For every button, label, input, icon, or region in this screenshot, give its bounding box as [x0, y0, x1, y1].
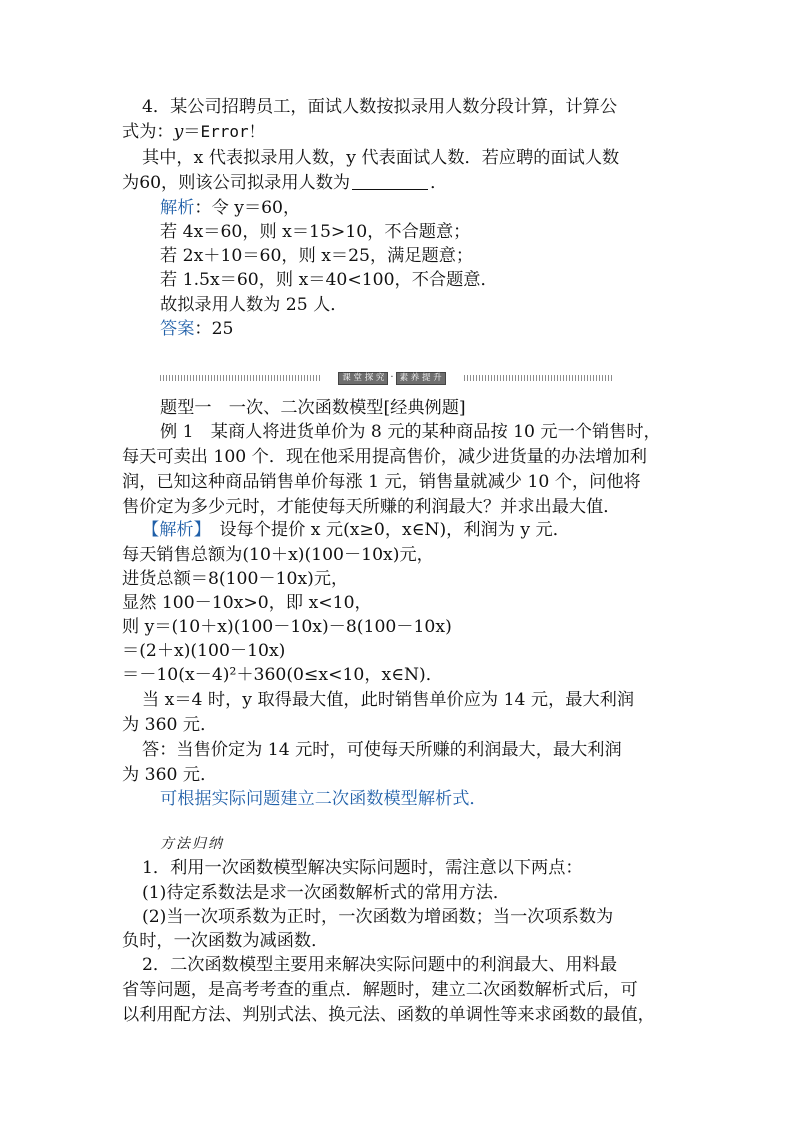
- analysis-label: 解析: [160, 198, 195, 218]
- example-line2: 每天可卖出 100 个．现在他采用提高售价，减少进货量的办法增加利: [122, 447, 647, 467]
- method-p2-line2: 省等问题，是高考考查的重点．解题时，建立二次函数解析式后，可: [122, 980, 638, 1000]
- solution-first: 设每个提价 x 元(x≥0，x∈N)，利润为 y 元．: [202, 520, 570, 540]
- case2: 若 2x＋10＝60，则 x＝25，满足题意；: [160, 246, 474, 266]
- analysis-first: ：令 y＝60，: [194, 198, 301, 218]
- answer-line2: 为 360 元．: [122, 765, 218, 785]
- solution-line6: ＝(2＋x)(100－10x): [122, 641, 286, 661]
- solution-line3: 进货总额＝8(100－10x)元，: [122, 569, 349, 589]
- answer-line1: 答：当售价定为 14 元时，可使每天所赚的利润最大，最大利润: [142, 740, 622, 760]
- method-p2-line1: 2．二次函数模型主要用来解决实际问题中的利润最大、用料最: [142, 955, 618, 975]
- formula-error: Error！: [200, 122, 265, 141]
- problem4-line1: 4．某公司招聘员工，面试人数按拟录用人数分段计算，计算公: [142, 97, 618, 117]
- divider-hatch-right: [464, 375, 612, 381]
- answer-label: 答案: [160, 319, 195, 339]
- solution-line7: ＝－10(x－4)²＋360(0≤x<10，x∈N)．: [122, 665, 443, 685]
- problem4-line4: [122, 172, 447, 194]
- answer-value: ：25: [194, 319, 234, 339]
- method-p1: 1．利用一次函数模型解决实际问题时，需注意以下两点：: [142, 858, 583, 878]
- solution-line9: 为 360 元．: [122, 715, 218, 735]
- section-divider: [160, 372, 612, 384]
- solution-line5: 则 y＝(10＋x)(100－10x)－8(100－10x): [122, 617, 452, 637]
- conclusion: 故拟录用人数为 25 人．: [160, 295, 348, 315]
- method-p1b-line1: (2)当一次项系数为正时，一次函数为增函数；当一次项系数为: [142, 907, 614, 927]
- problem4-line2: [122, 121, 265, 143]
- case3: 若 1.5x＝60，则 x＝40<100，不合题意．: [160, 270, 498, 290]
- problem4-line4-end: ．: [430, 173, 448, 193]
- divider-dot: ·: [390, 372, 394, 383]
- formula-prefix: 式为：: [122, 122, 174, 142]
- solution-line8: 当 x＝4 时，y 取得最大值，此时销售单价应为 14 元，最大利润: [142, 690, 635, 710]
- solution-label: 【解析】: [142, 520, 203, 540]
- answer-line: [160, 318, 233, 340]
- method-p2-line3: 以利用配方法、判别式法、换元法、函数的单调性等来求函数的最值，: [122, 1005, 655, 1025]
- example-line1: 例 1 某商人将进货单价为 8 元的某种商品按 10 元一个销售时，: [160, 422, 661, 442]
- divider-tag-classroom: 课 堂 探 究: [338, 372, 388, 385]
- analysis-line: [160, 197, 300, 219]
- divider-hatch-left: [160, 375, 320, 381]
- method-p1a: (1)待定系数法是求一次函数解析式的常用方法．: [142, 883, 511, 903]
- method-heading: 方法归纳: [160, 836, 224, 852]
- answer-blank: [352, 175, 428, 190]
- method-p1b-line2: 负时，一次函数为减函数．: [122, 931, 329, 951]
- solution-line4: 显然 100－10x>0，即 x<10，: [122, 593, 372, 613]
- solution-line1: [142, 519, 570, 541]
- divider-tag-literacy: 素 养 提 升: [396, 372, 446, 385]
- example-line3: 润，已知这种商品销售单价每涨 1 元，销售量就减少 10 个，问他将: [122, 472, 641, 492]
- case1: 若 4x＝60，则 x＝15>10，不合题意；: [160, 222, 471, 242]
- section-title: 题型一 一次、二次函数模型[经典例题]: [160, 398, 466, 418]
- divider-badge: [320, 372, 464, 384]
- example-line4: 售价定为多少元时，才能使每天所赚的利润最大？并求出最大值．: [122, 497, 621, 517]
- formula-var: y: [173, 122, 184, 142]
- hint-line: 可根据实际问题建立二次函数模型解析式．: [160, 789, 487, 809]
- formula-eq: ＝: [183, 122, 201, 142]
- problem4-line4-text: 为60，则该公司拟录用人数为: [122, 173, 351, 193]
- solution-line2: 每天销售总额为(10＋x)(100－10x)元，: [122, 545, 434, 565]
- problem4-line3: 其中，x 代表拟录用人数，y 代表面试人数．若应聘的面试人数: [142, 148, 620, 168]
